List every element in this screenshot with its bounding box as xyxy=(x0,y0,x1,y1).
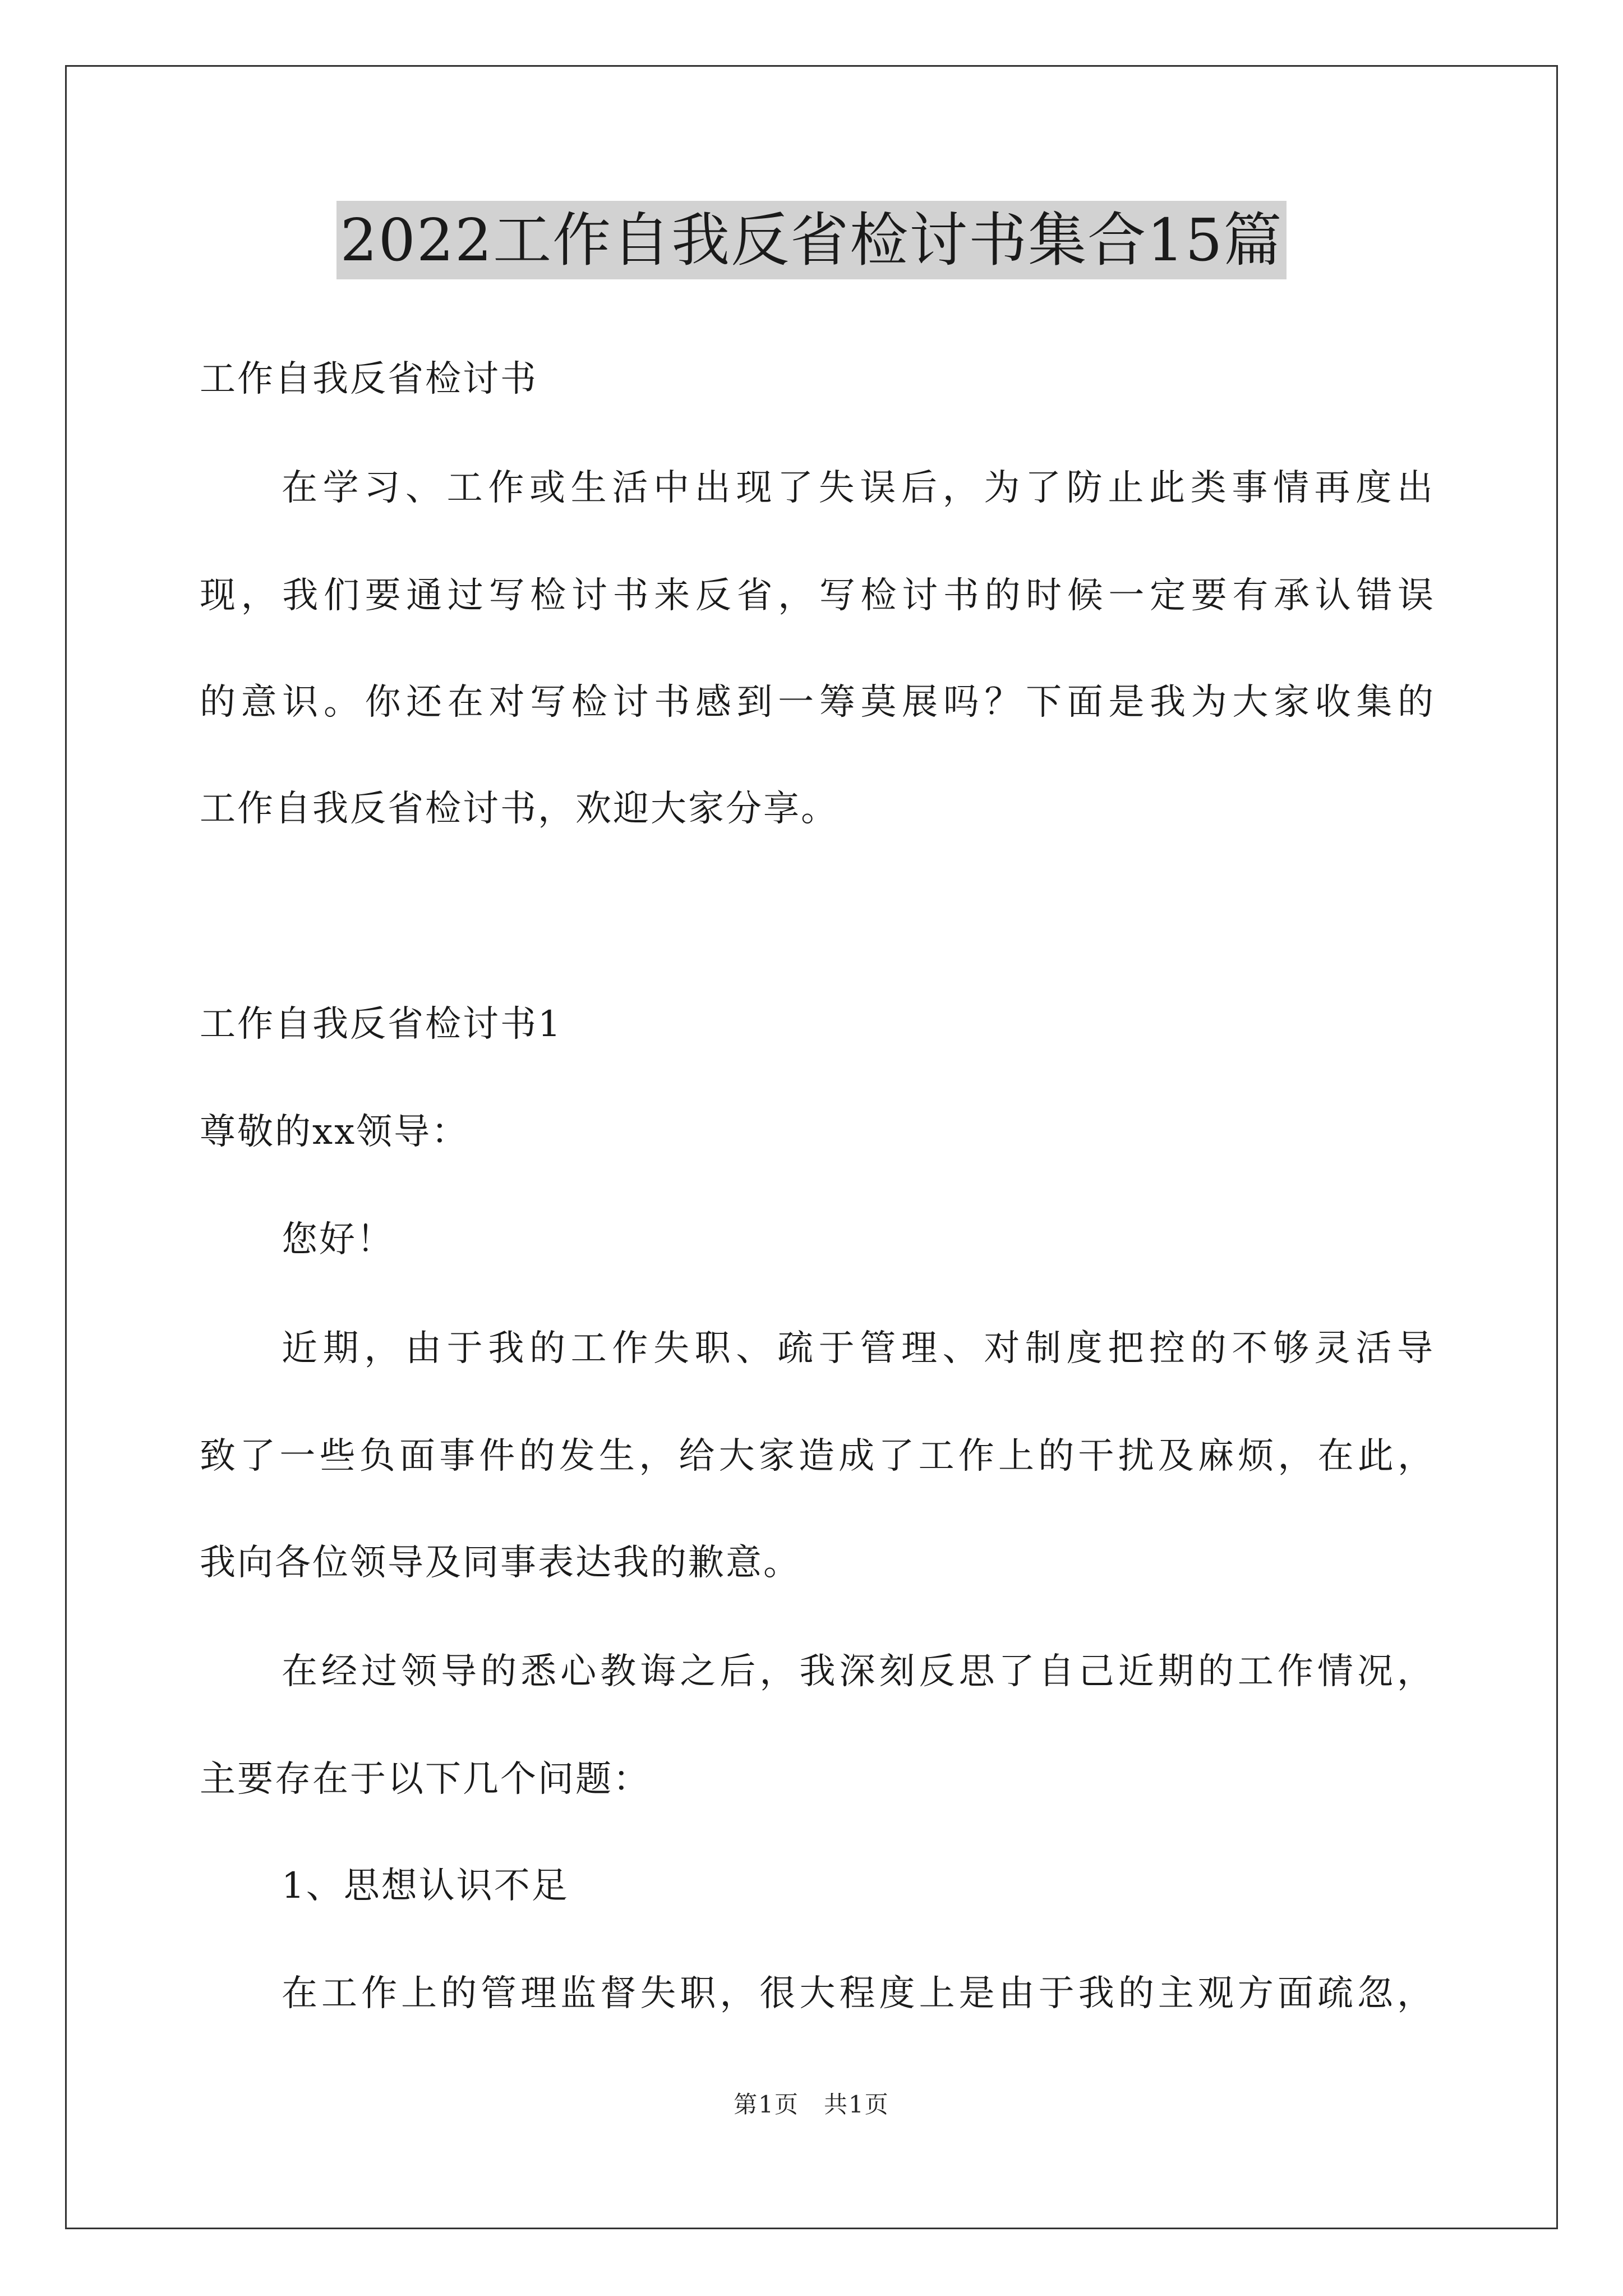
section-heading: 工作自我反省检讨书 xyxy=(200,358,538,400)
title-container xyxy=(0,201,1623,279)
sub-heading: 工作自我反省检讨书1 xyxy=(200,1004,562,1045)
para1-line-1: 近期，由于我的工作失职、疏于管理、对制度把控的不够灵活导 xyxy=(282,1328,1433,1369)
document-title: 2022工作自我反省检讨书集合15篇 xyxy=(336,201,1286,279)
point-1: 1、思想认识不足 xyxy=(282,1865,569,1907)
para2-line-1: 在经过领导的悉心教诲之后，我深刻反思了自己近期的工作情况， xyxy=(282,1651,1433,1692)
intro-line-2: 现，我们要通过写检讨书来反省，写检讨书的时候一定要有承认错误 xyxy=(200,575,1433,616)
para3-line-1: 在工作上的管理监督失职，很大程度上是由于我的主观方面疏忽， xyxy=(282,1973,1433,2014)
intro-line-1: 在学习、工作或生活中出现了失误后，为了防止此类事情再度出 xyxy=(282,467,1433,509)
intro-line-4: 工作自我反省检讨书，欢迎大家分享。 xyxy=(200,788,838,830)
para1-line-2: 致了一些负面事件的发生，给大家造成了工作上的干扰及麻烦，在此， xyxy=(200,1435,1433,1477)
intro-line-3: 的意识。你还在对写检讨书感到一筹莫展吗？下面是我为大家收集的 xyxy=(200,682,1433,723)
para2-line-2: 主要存在于以下几个问题： xyxy=(200,1759,651,1800)
greeting: 您好！ xyxy=(282,1219,394,1260)
salutation: 尊敬的xx领导： xyxy=(200,1111,469,1153)
para1-line-3: 我向各位领导及同事表达我的歉意。 xyxy=(200,1542,801,1584)
page-footer: 第1页 共1页 xyxy=(734,2091,889,2118)
